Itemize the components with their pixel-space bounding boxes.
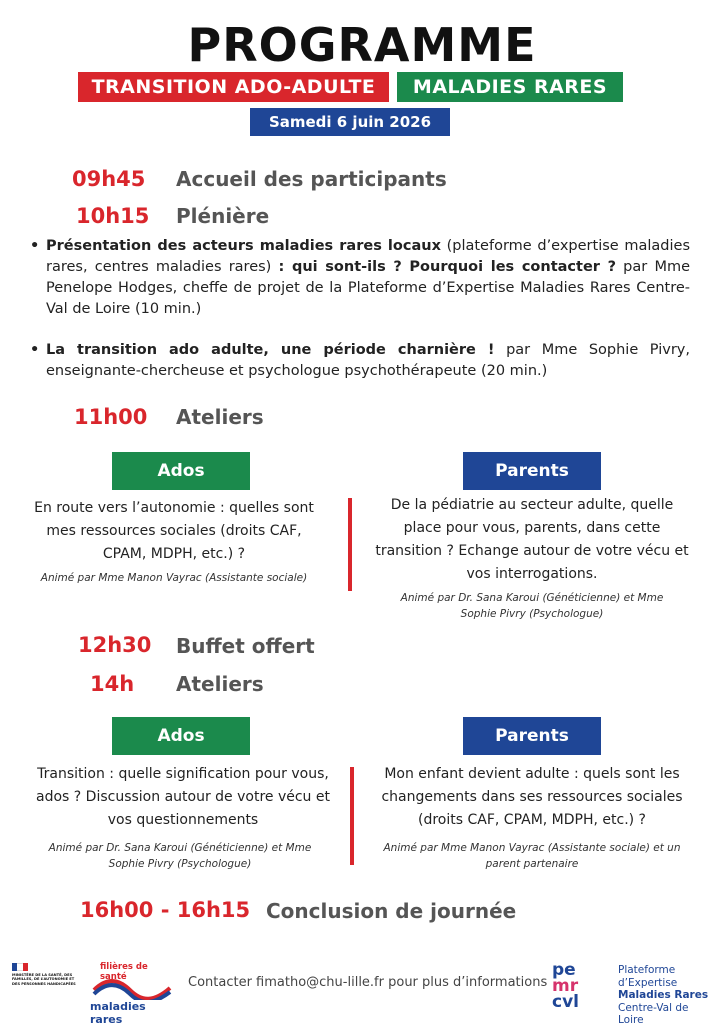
pemr-logo-text <box>618 964 712 1024</box>
pemr-text-line2: d’Expertise <box>618 976 678 989</box>
ministry-logo-text: MINISTÈRE DE LA SANTÉ, DES FAMILLES, DE L’AUTONOMIE ET DES PERSONNES HANDICAPÉES <box>12 973 76 986</box>
bullet-presentation-question: : qui sont-ils ? Pourquoi les contacter ? <box>278 259 616 275</box>
label-conclusion: Conclusion de journée <box>266 899 517 923</box>
pemr-mark <box>552 962 610 1010</box>
pemr-cvl-logo <box>552 960 712 1024</box>
ateliers2-parents-text: Mon enfant devient adulte : quels sont les changements dans ses ressources sociales (droits CAF, CPAM, MDPH, etc.) ? <box>381 766 683 828</box>
filieres-wave-icon <box>92 976 172 1000</box>
ateliers1-ados-note: Animé par Mme Manon Vayrac (Assistante sociale) <box>40 572 308 584</box>
ateliers2-ados-header: Ados <box>112 717 250 755</box>
contact-info: Contacter fimatho@chu-lille.fr pour plus d’informations <box>188 975 548 990</box>
bullet-presentation-title: Présentation des acteurs maladies rares locaux <box>46 238 441 254</box>
pemr-mark-line1: pe <box>552 960 576 980</box>
ministry-logo <box>12 963 78 986</box>
bullet-transition <box>30 340 690 382</box>
ateliers2-divider <box>350 767 354 865</box>
label-ateliers-1: Ateliers <box>176 405 264 429</box>
bullet-transition-speaker: par Mme Sophie Pivry, enseignante-chercheuse et psychologue psychothérapeute (20 min.) <box>46 342 690 379</box>
ateliers2-ados-note: Animé par Dr. Sana Karoui (Généticienne) et Mme Sophie Pivry (Psychologue) <box>48 842 312 870</box>
pemr-text-line4: Centre-Val de Loire <box>618 1001 689 1024</box>
filieres-sante-logo <box>86 960 174 1024</box>
banner-transition: TRANSITION ADO-ADULTE <box>78 72 389 102</box>
ateliers1-parents-text: De la pédiatrie au secteur adulte, quelle place pour vous, parents, dans cette transition ? Echange autour de votre vécu et vos interrogations. <box>375 497 689 582</box>
label-accueil: Accueil des participants <box>176 167 447 191</box>
label-pleniere: Plénière <box>176 204 270 228</box>
pemr-mark-line3: cvl <box>552 992 579 1012</box>
ateliers2-ados-text: Transition : quelle signification pour vous, ados ? Discussion autour de votre vécu et vos questionnements <box>36 766 330 828</box>
ateliers2-parents-header: Parents <box>463 717 601 755</box>
filieres-logo-bottom: maladies rares <box>90 1000 146 1024</box>
ateliers1-parents-header: Parents <box>463 452 601 490</box>
french-flag-icon <box>12 963 28 971</box>
bullet-presentation-speaker: par Mme Penelope Hodges, cheffe de projet de la Plateforme d’Expertise Maladies Rares Centre-Val de Loire (10 min.) <box>46 259 690 317</box>
time-1600-1615: 16h00 - 16h15 <box>80 898 251 922</box>
filieres-logo-top: filières de santé <box>100 962 148 982</box>
bullet-transition-title: La transition ado adulte, une période charnière ! <box>46 342 495 358</box>
pleniere-list <box>30 236 690 382</box>
time-0945: 09h45 <box>72 167 146 191</box>
pemr-text-line1: Plateforme <box>618 964 676 976</box>
time-1100: 11h00 <box>74 405 148 429</box>
event-date: Samedi 6 juin 2026 <box>250 108 450 136</box>
ateliers1-divider <box>348 498 352 591</box>
pemr-text-line3: Maladies Rares <box>618 989 709 1001</box>
ateliers1-parents-note: Animé par Dr. Sana Karoui (Généticienne) et Mme Sophie Pivry (Psychologue) <box>400 592 664 620</box>
ateliers1-ados-text: En route vers l’autonomie : quelles sont mes ressources sociales (droits CAF, CPAM, MDPH, etc.) ? <box>34 500 314 562</box>
banner-maladies-rares: MALADIES RARES <box>397 72 623 102</box>
ateliers2-parents-note: Animé par Mme Manon Vayrac (Assistante sociale) et un parent partenaire <box>383 842 681 870</box>
label-buffet: Buffet offert <box>176 634 315 658</box>
ateliers1-ados-header: Ados <box>112 452 250 490</box>
time-1015: 10h15 <box>76 204 150 228</box>
time-14h: 14h <box>90 672 135 696</box>
label-ateliers-2: Ateliers <box>176 672 264 696</box>
page-title: PROGRAMME <box>187 18 537 72</box>
bullet-presentation <box>30 236 690 320</box>
bullet-presentation-text: (plateforme d’expertise maladies rares, centres maladies rares) <box>46 238 690 275</box>
pemr-mark-line2: mr <box>552 976 579 996</box>
time-1230: 12h30 <box>78 633 152 657</box>
